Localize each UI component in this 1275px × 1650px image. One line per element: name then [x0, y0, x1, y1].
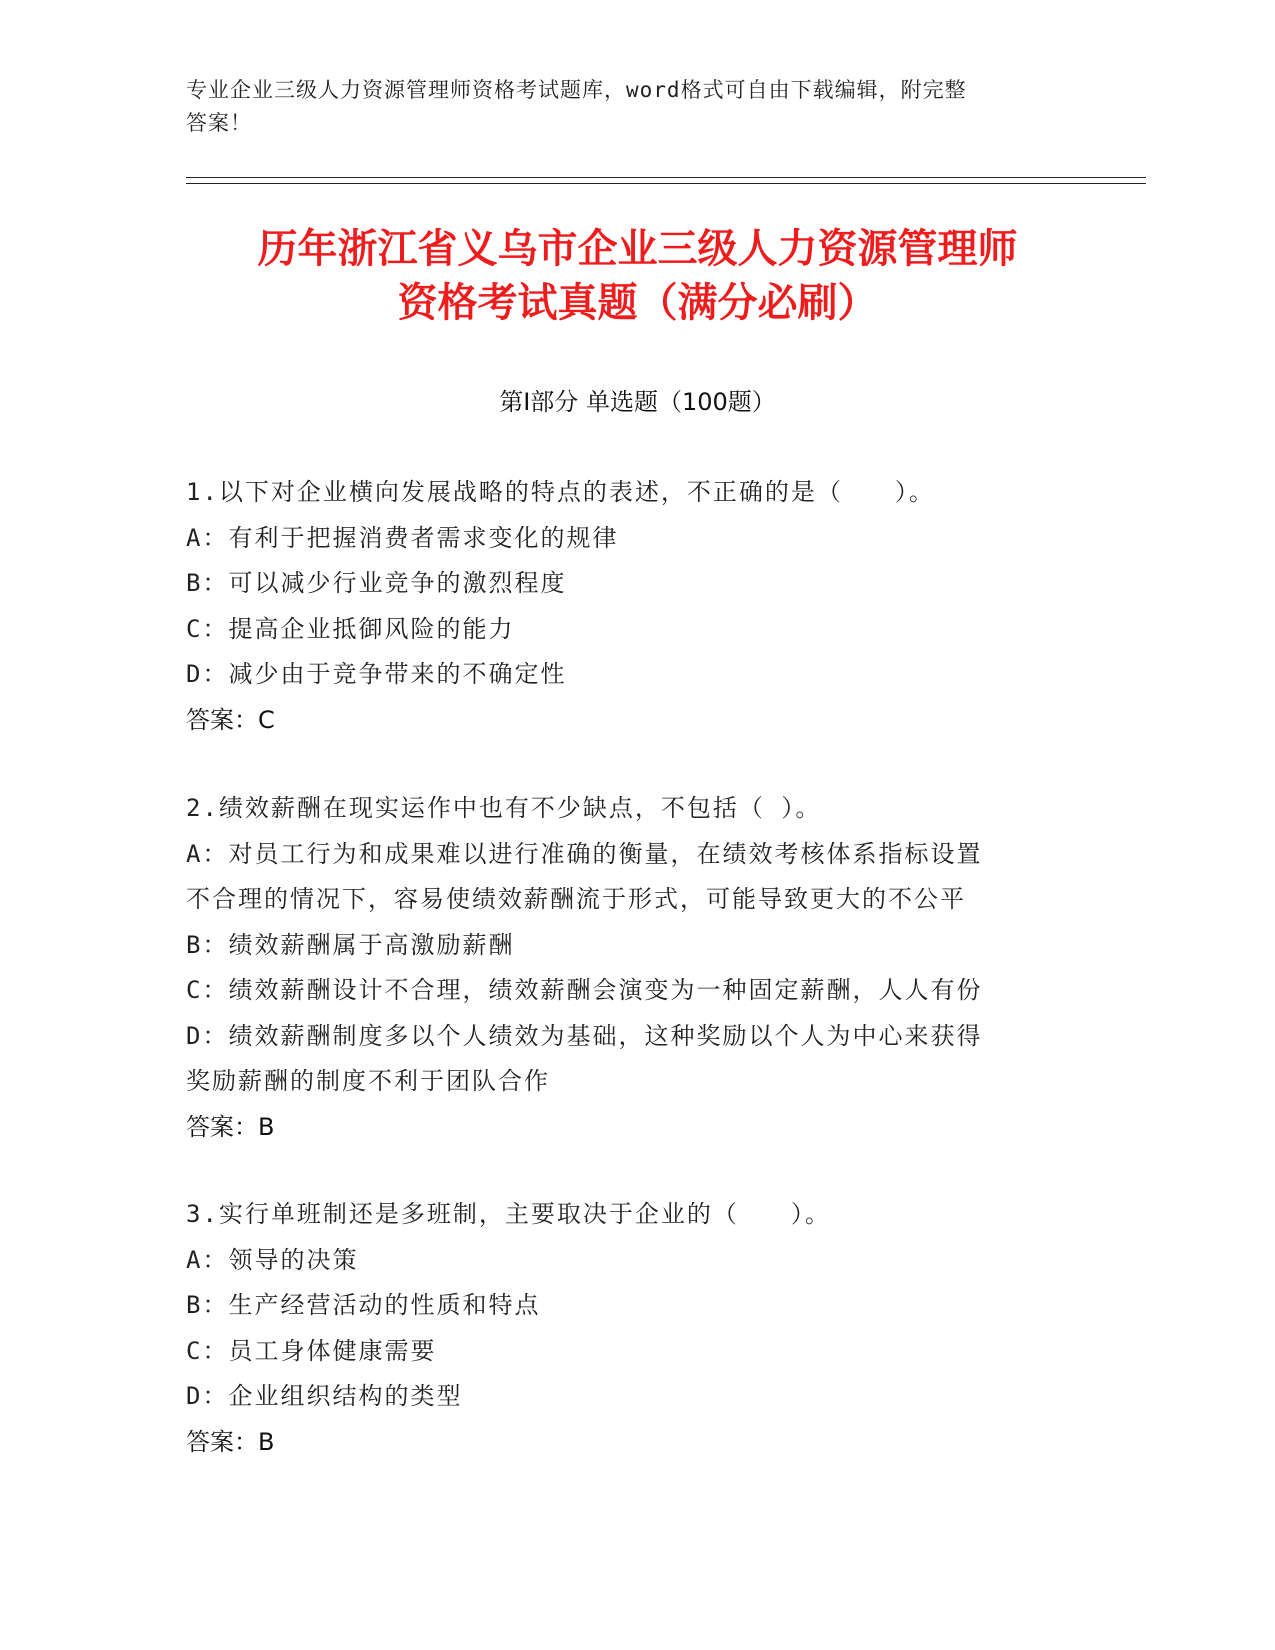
option-d-continued: 奖励薪酬的制度不利于团队合作: [186, 1067, 550, 1095]
document-title-line: 资格考试真题（满分必刷）: [397, 280, 878, 326]
document-title-line: 历年浙江省义乌市企业三级人力资源管理师: [257, 226, 1018, 272]
header-note-line: 专业企业三级人力资源管理师资格考试题库，word格式可自由下载编辑，附完整: [186, 78, 967, 102]
question-stem: 2.绩效薪酬在现实运作中也有不少缺点，不包括（ ）。: [186, 794, 822, 822]
option-a: A：领导的决策: [186, 1245, 359, 1274]
document-title: [120, 222, 1155, 330]
option-c: C：提高企业抵御风险的能力: [186, 614, 515, 643]
answer-line: 答案：C: [186, 705, 275, 734]
header-divider: [186, 183, 1146, 184]
answer-line: 答案：B: [186, 1427, 275, 1456]
header-note-line: 答案！: [186, 111, 252, 135]
option-a-continued: 不合理的情况下，容易使绩效薪酬流于形式，可能导致更大的不公平: [186, 885, 966, 913]
option-a: A：有利于把握消费者需求变化的规律: [186, 523, 619, 552]
option-a: A：对员工行为和成果难以进行准确的衡量，在绩效考核体系指标设置: [186, 839, 983, 868]
header-note: [186, 74, 1066, 140]
option-b: B：生产经营活动的性质和特点: [186, 1291, 541, 1319]
section-title: 第Ⅰ部分 单选题（100题）: [499, 388, 776, 416]
option-b: B：可以减少行业竞争的激烈程度: [186, 569, 567, 597]
question-stem: 1.以下对企业横向发展战略的特点的表述，不正确的是（ ）。: [186, 478, 935, 506]
header-divider: [186, 177, 1146, 178]
answer-line: 答案：B: [186, 1112, 275, 1141]
question-stem: 3.实行单班制还是多班制，主要取决于企业的（ ）。: [186, 1200, 831, 1228]
option-d: D：减少由于竞争带来的不确定性: [186, 660, 567, 688]
option-b: B：绩效薪酬属于高激励薪酬: [186, 930, 515, 959]
question-block: [186, 786, 1066, 1150]
question-block: [186, 470, 1066, 743]
question-block: [186, 1192, 1066, 1465]
option-c: C：绩效薪酬设计不合理，绩效薪酬会演变为一种固定薪酬，人人有份: [186, 976, 983, 1004]
option-c: C：员工身体健康需要: [186, 1336, 437, 1365]
option-d: D：绩效薪酬制度多以个人绩效为基础，这种奖励以个人为中心来获得: [186, 1021, 983, 1050]
option-d: D：企业组织结构的类型: [186, 1382, 463, 1410]
